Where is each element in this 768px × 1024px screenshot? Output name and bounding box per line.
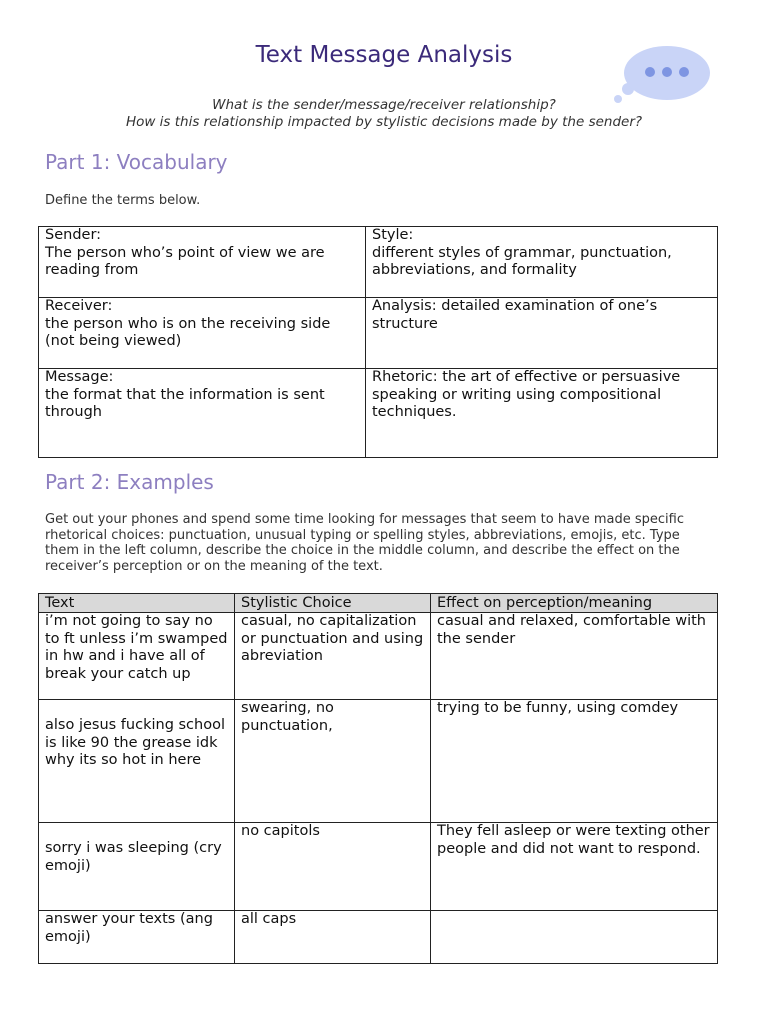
effect-cell: trying to be funny, using comdey [431, 700, 718, 823]
guiding-questions [0, 97, 768, 131]
page-title: Text Message Analysis [255, 42, 513, 68]
effect-cell: They fell asleep or were texting other people and did not want to respond. [431, 823, 718, 911]
vocab-cell-message [39, 369, 366, 458]
table-row [39, 613, 718, 700]
effect-cell [431, 911, 718, 964]
example-text-cell [39, 700, 235, 823]
term-label: Message: [45, 369, 114, 385]
part2-instruction: Get out your phones and spend some time looking for messages that seem to have made specific rhetorical choices: punctuation, unusual typing or spelling styles, abbreviations, emojis, etc. Type them in the left column, describe the choice in the middle column, and describe the effect on the receiver’s perception or on the meaning of the text. [45, 512, 684, 574]
table-row [39, 911, 718, 964]
stylistic-choice-cell: casual, no capitalization or punctuation and using abreviation [235, 613, 431, 700]
term-definition: The person who’s point of view we are reading from [45, 244, 325, 278]
column-header-effect: Effect on perception/meaning [431, 594, 718, 613]
example-text: sorry i was sleeping (cry emoji) [45, 840, 222, 874]
part1-heading: Part 1: Vocabulary [45, 150, 228, 174]
table-row [39, 369, 718, 458]
example-text-cell: answer your texts (ang emoji) [39, 911, 235, 964]
term-label: Receiver: [45, 298, 113, 314]
term-label: Style: [372, 227, 414, 243]
term-definition: Analysis: detailed examination of one’s structure [372, 298, 658, 332]
vocab-cell-analysis [366, 298, 718, 369]
term-definition: the person who is on the receiving side (not being viewed) [45, 315, 331, 349]
vocab-cell-rhetoric [366, 369, 718, 458]
stylistic-choice-cell: no capitols [235, 823, 431, 911]
table-header-row [39, 594, 718, 613]
table-row [39, 823, 718, 911]
term-definition: different styles of grammar, punctuation, abbreviations, and formality [372, 244, 672, 278]
table-row [39, 700, 718, 823]
term-label: Sender: [45, 227, 102, 243]
vocab-cell-receiver [39, 298, 366, 369]
table-row [39, 298, 718, 369]
column-header-text: Text [39, 594, 235, 613]
example-text-cell: i’m not going to say no to ft unless i’m swamped in hw and i have all of break your catch up [39, 613, 235, 700]
question-2: How is this relationship impacted by stylistic decisions made by the sender? [125, 114, 643, 130]
vocabulary-table [38, 226, 718, 458]
stylistic-choice-cell: all caps [235, 911, 431, 964]
term-definition: the format that the information is sent through [45, 386, 325, 420]
question-1: What is the sender/message/receiver relationship? [212, 97, 556, 113]
term-definition: Rhetoric: the art of effective or persuasive speaking or writing using compositional techniques. [372, 369, 681, 420]
vocab-cell-style [366, 227, 718, 298]
part2-heading: Part 2: Examples [45, 470, 214, 494]
part1-instruction: Define the terms below. [45, 193, 201, 208]
example-text: also jesus fucking school is like 90 the grease idk why its so hot in here [45, 717, 225, 768]
vocab-cell-sender [39, 227, 366, 298]
effect-cell: casual and relaxed, comfortable with the sender [431, 613, 718, 700]
column-header-stylistic-choice: Stylistic Choice [235, 594, 431, 613]
table-row [39, 227, 718, 298]
example-text-cell [39, 823, 235, 911]
examples-table [38, 593, 718, 964]
stylistic-choice-cell: swearing, no punctuation, [235, 700, 431, 823]
